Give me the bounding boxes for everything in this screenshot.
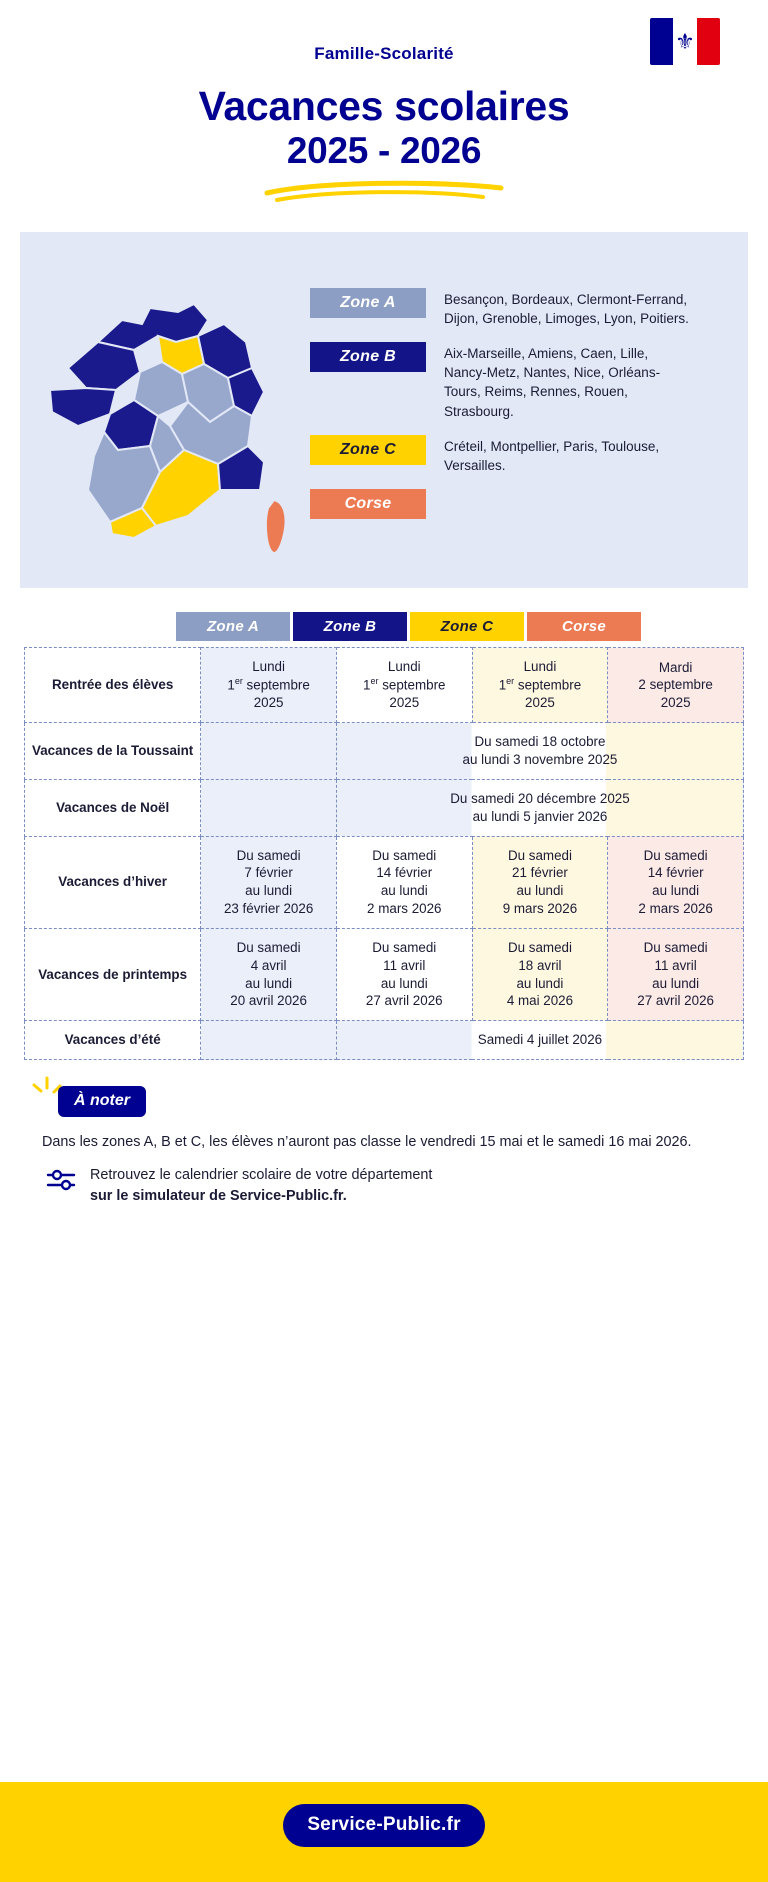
note-badge: À noter — [58, 1086, 146, 1117]
table-row — [25, 648, 744, 723]
simulator-link-row[interactable] — [30, 1165, 738, 1207]
calendar-table-block — [20, 612, 748, 1060]
cell-hiver-zone-c: Du samedi 21 février au lundi 9 mars 2026 — [472, 836, 608, 928]
cell-hiver-zone-a: Du samedi 7 février au lundi 23 février 2026 — [201, 836, 337, 928]
footer — [0, 1782, 768, 1882]
simulator-link-text — [90, 1165, 432, 1207]
cell-toussaint-zone-a — [201, 723, 337, 780]
column-header-zone-c: Zone C — [410, 612, 524, 641]
zones-map-block — [20, 232, 748, 588]
page-kicker: Famille-Scolarité — [314, 44, 454, 63]
row-label-noel: Vacances de Noël — [25, 779, 201, 836]
page-title-years: 2025 - 2026 — [286, 129, 482, 171]
page-title — [20, 84, 748, 171]
legend-row-corse — [310, 489, 734, 519]
cell-rentree-zone-c: Lundi 1er septembre 2025 — [472, 648, 608, 723]
settings-sliders-icon — [46, 1167, 78, 1193]
zone-a-cities: Besançon, Bordeaux, Clermont-Ferrand, Dijon, Grenoble, Limoges, Lyon, Poitiers. — [444, 291, 689, 326]
france-zone-map — [38, 250, 310, 570]
legend-row-zone-c — [310, 435, 734, 475]
calendar-column-headers — [176, 612, 744, 641]
cell-noel-merged: Du samedi 20 décembre 2025 au lundi 5 janvier 2026 — [336, 779, 743, 836]
legend-row-zone-b — [310, 342, 734, 421]
france-map-icon — [38, 250, 310, 570]
zone-c-chip: Zone C — [310, 435, 426, 465]
cell-ete-zone-a — [201, 1021, 337, 1060]
note-text: Dans les zones A, B et C, les élèves n’auront pas classe le vendredi 15 mai et le samedi 16 mai 2026. — [42, 1134, 692, 1151]
zones-legend — [310, 288, 748, 533]
corse-chip: Corse — [310, 489, 426, 519]
zone-b-chip: Zone B — [310, 342, 426, 372]
simulator-link-line1: Retrouvez le calendrier scolaire de votre département — [90, 1167, 433, 1184]
cell-ete-merged: Samedi 4 juillet 2026 — [336, 1021, 743, 1060]
note-block — [20, 1086, 748, 1207]
header — [20, 0, 748, 210]
column-header-corse: Corse — [527, 612, 641, 641]
page-title-text: Vacances scolaires — [198, 83, 570, 129]
cell-rentree-zone-a: Lundi 1er septembre 2025 — [201, 648, 337, 723]
french-republic-flag-icon: ⚜ — [650, 18, 720, 65]
cell-printemps-zone-b: Du samedi 11 avril au lundi 27 avril 2026 — [336, 928, 472, 1020]
row-label-printemps: Vacances de printemps — [25, 928, 201, 1020]
underline-decoration-icon — [261, 179, 507, 205]
column-header-zone-b: Zone B — [293, 612, 407, 641]
cell-hiver-corse: Du samedi 14 février au lundi 2 mars 2026 — [608, 836, 744, 928]
table-row — [25, 779, 744, 836]
table-row — [25, 836, 744, 928]
table-row — [25, 1021, 744, 1060]
zone-a-chip: Zone A — [310, 288, 426, 318]
row-label-rentree: Rentrée des élèves — [25, 648, 201, 723]
row-label-toussaint: Vacances de la Toussaint — [25, 723, 201, 780]
legend-row-zone-a — [310, 288, 734, 328]
cell-hiver-zone-b: Du samedi 14 février au lundi 2 mars 2026 — [336, 836, 472, 928]
cell-toussaint-merged: Du samedi 18 octobre au lundi 3 novembre 2025 — [336, 723, 743, 780]
service-public-logo[interactable]: Service-Public.fr — [283, 1804, 484, 1847]
row-label-ete: Vacances d’été — [25, 1021, 201, 1060]
table-row — [25, 723, 744, 780]
column-header-zone-a: Zone A — [176, 612, 290, 641]
cell-rentree-zone-b: Lundi 1er septembre 2025 — [336, 648, 472, 723]
cell-printemps-corse: Du samedi 11 avril au lundi 27 avril 2026 — [608, 928, 744, 1020]
zone-b-cities: Aix-Marseille, Amiens, Caen, Lille, Nancy-Metz, Nantes, Nice, Orléans-Tours, Reims, Rennes, Rouen, Strasbourg. — [444, 346, 661, 419]
zone-c-cities: Créteil, Montpellier, Paris, Toulouse, Versailles. — [444, 438, 660, 473]
table-row — [25, 928, 744, 1020]
cell-noel-zone-a — [201, 779, 337, 836]
school-holidays-table — [24, 647, 744, 1060]
row-label-hiver: Vacances d’hiver — [25, 836, 201, 928]
cell-rentree-corse: Mardi 2 septembre 2025 — [608, 648, 744, 723]
cell-printemps-zone-c: Du samedi 18 avril au lundi 4 mai 2026 — [472, 928, 608, 1020]
cell-printemps-zone-a: Du samedi 4 avril au lundi 20 avril 2026 — [201, 928, 337, 1020]
simulator-link-line2: sur le simulateur de Service-Public.fr. — [90, 1188, 347, 1205]
